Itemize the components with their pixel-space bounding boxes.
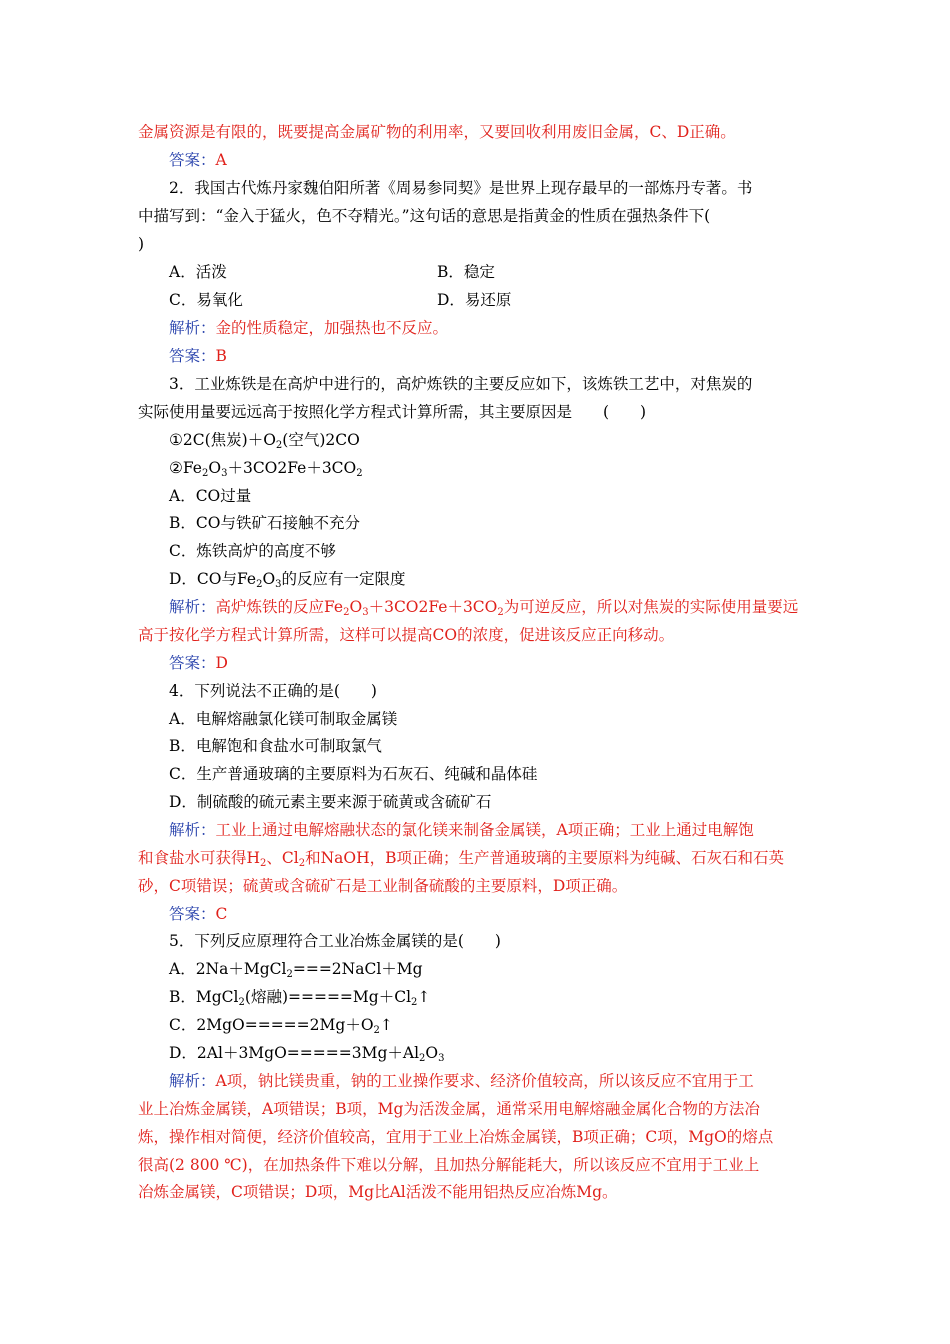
q3-option-b: B．CO与铁矿石接触不充分 — [169, 514, 360, 532]
q2-option-a: A．活泼 — [169, 263, 227, 281]
q5-option-a: A．2Na＋MgCl$_2$===2NaCl＋Mg — [169, 960, 423, 980]
analysis-continuation: 金属资源是有限的，既要提高金属矿物的利用率，又要回收利用废旧金属，C、D正确。 — [138, 123, 736, 141]
q4-option-a: A．电解熔融氯化镁可制取金属镁 — [169, 710, 398, 728]
q4-option-d: D．制硫酸的硫元素主要来源于硫黄或含硫矿石 — [169, 793, 492, 811]
analysis-label: 解析： — [169, 598, 216, 616]
q4-option-c: C．生产普通玻璃的主要原料为石灰石、纯碱和晶体硅 — [169, 765, 538, 783]
q3-stem-line2: 实际使用量要远远高于按照化学方程式计算所需，其主要原因是 ( ) — [138, 403, 647, 421]
q4-option-b: B．电解饱和食盐水可制取氯气 — [169, 737, 382, 755]
analysis-label: 解析： — [169, 821, 216, 839]
q4-stem: 4．下列说法不正确的是( ) — [169, 682, 377, 700]
q3-analysis-line1: 解析：高炉炼铁的反应$Fe_2O_3+3CO2Fe+3CO_2$为可逆反应，所以对焦炭的实际使用量要远 — [169, 598, 799, 618]
q2-analysis: 解析：金的性质稳定，加强热也不反应。 — [169, 319, 449, 337]
q3-equation-1: ①2C(焦炭)$+O_2$(空气)2CO — [169, 431, 360, 451]
q2-answer — [169, 345, 227, 367]
answer-label: 答案： — [169, 347, 216, 365]
q2-options-row2 — [169, 289, 512, 311]
q3-equation-2: $②Fe_2O_3+3CO2Fe+3CO_2$ — [169, 459, 363, 479]
q3-stem-line1: 3．工业炼铁是在高炉中进行的，高炉炼铁的主要反应如下，该炼铁工艺中，对焦炭的 — [169, 375, 753, 393]
q3-option-d: D．CO与$Fe_2O_3$的反应有一定限度 — [169, 570, 406, 590]
q2-option-b: B．稳定 — [437, 263, 495, 281]
q3-option-c: C．炼铁高炉的高度不够 — [169, 542, 336, 560]
q2-option-c: C．易氧化 — [169, 291, 243, 309]
answer-label: 答案： — [169, 151, 216, 169]
q5-analysis-line3: 炼，操作相对简便，经济价值较高，宜用于工业上冶炼金属镁，B项正确；C项，MgO的熔点 — [138, 1128, 774, 1146]
q3-option-a: A．CO过量 — [169, 487, 252, 505]
answer-label: 答案： — [169, 654, 216, 672]
answer-value: D — [215, 654, 228, 672]
q2-stem-line3: ) — [138, 235, 145, 253]
q5-option-d: D．$2Al+3MgO=====3Mg+Al_2O_3$ — [169, 1044, 445, 1064]
q4-analysis-line2: 和食盐水可获得$H_2$、$Cl_2$和NaOH，B项正确；生产普通玻璃的主要原料为纯碱、石灰石和石英 — [138, 849, 785, 869]
answer-value: B — [215, 347, 227, 365]
q2-option-d: D．易还原 — [437, 291, 512, 309]
answer-value: A — [215, 151, 227, 169]
q5-option-c: C．$2MgO=====2Mg+O_2↑$ — [169, 1016, 393, 1036]
q4-analysis-line3: 砂，C项错误；硫黄或含硫矿石是工业制备硫酸的主要原料，D项正确。 — [138, 877, 628, 895]
q5-analysis-line4: 很高(2 800 ℃)，在加热条件下难以分解，且加热分解能耗大，所以该反应不宜用于工业上 — [138, 1156, 760, 1174]
answer-value: C — [215, 905, 228, 923]
analysis-label: 解析： — [169, 1072, 216, 1090]
q5-analysis-line2: 业上冶炼金属镁，A项错误；B项，Mg为活泼金属，通常采用电解熔融金属化合物的方法冶 — [138, 1100, 760, 1118]
analysis-label: 解析： — [169, 319, 216, 337]
q5-analysis-line1: 解析：A项，钠比镁贵重，钠的工业操作要求、经济价值较高，所以该反应不宜用于工 — [169, 1072, 754, 1090]
q3-analysis-line2: 高于按化学方程式计算所需，这样可以提高CO的浓度，促进该反应正向移动。 — [138, 626, 675, 644]
q3-answer — [169, 652, 228, 674]
q5-analysis-line5: 冶炼金属镁，C项错误；D项，Mg比Al活泼不能用铝热反应冶炼Mg。 — [138, 1183, 618, 1201]
q2-stem-line2: 中描写到：“金入于猛火，色不夺精光。”这句话的意思是指黄金的性质在强热条件下( — [138, 207, 711, 225]
q4-answer — [169, 903, 227, 925]
answer-label: 答案： — [169, 905, 216, 923]
q4-analysis-line1: 解析：工业上通过电解熔融状态的氯化镁来制备金属镁，A项正确；工业上通过电解饱 — [169, 821, 754, 839]
answer-line — [169, 149, 227, 171]
q2-stem-line1: 2．我国古代炼丹家魏伯阳所著《周易参同契》是世界上现存最早的一部炼丹专著。书 — [169, 179, 753, 197]
q2-options-row1 — [169, 261, 495, 283]
q5-option-b: B．MgCl$_2$(熔融)$=====Mg+Cl_2↑$ — [169, 988, 431, 1008]
q5-stem: 5．下列反应原理符合工业冶炼金属镁的是( ) — [169, 932, 501, 950]
